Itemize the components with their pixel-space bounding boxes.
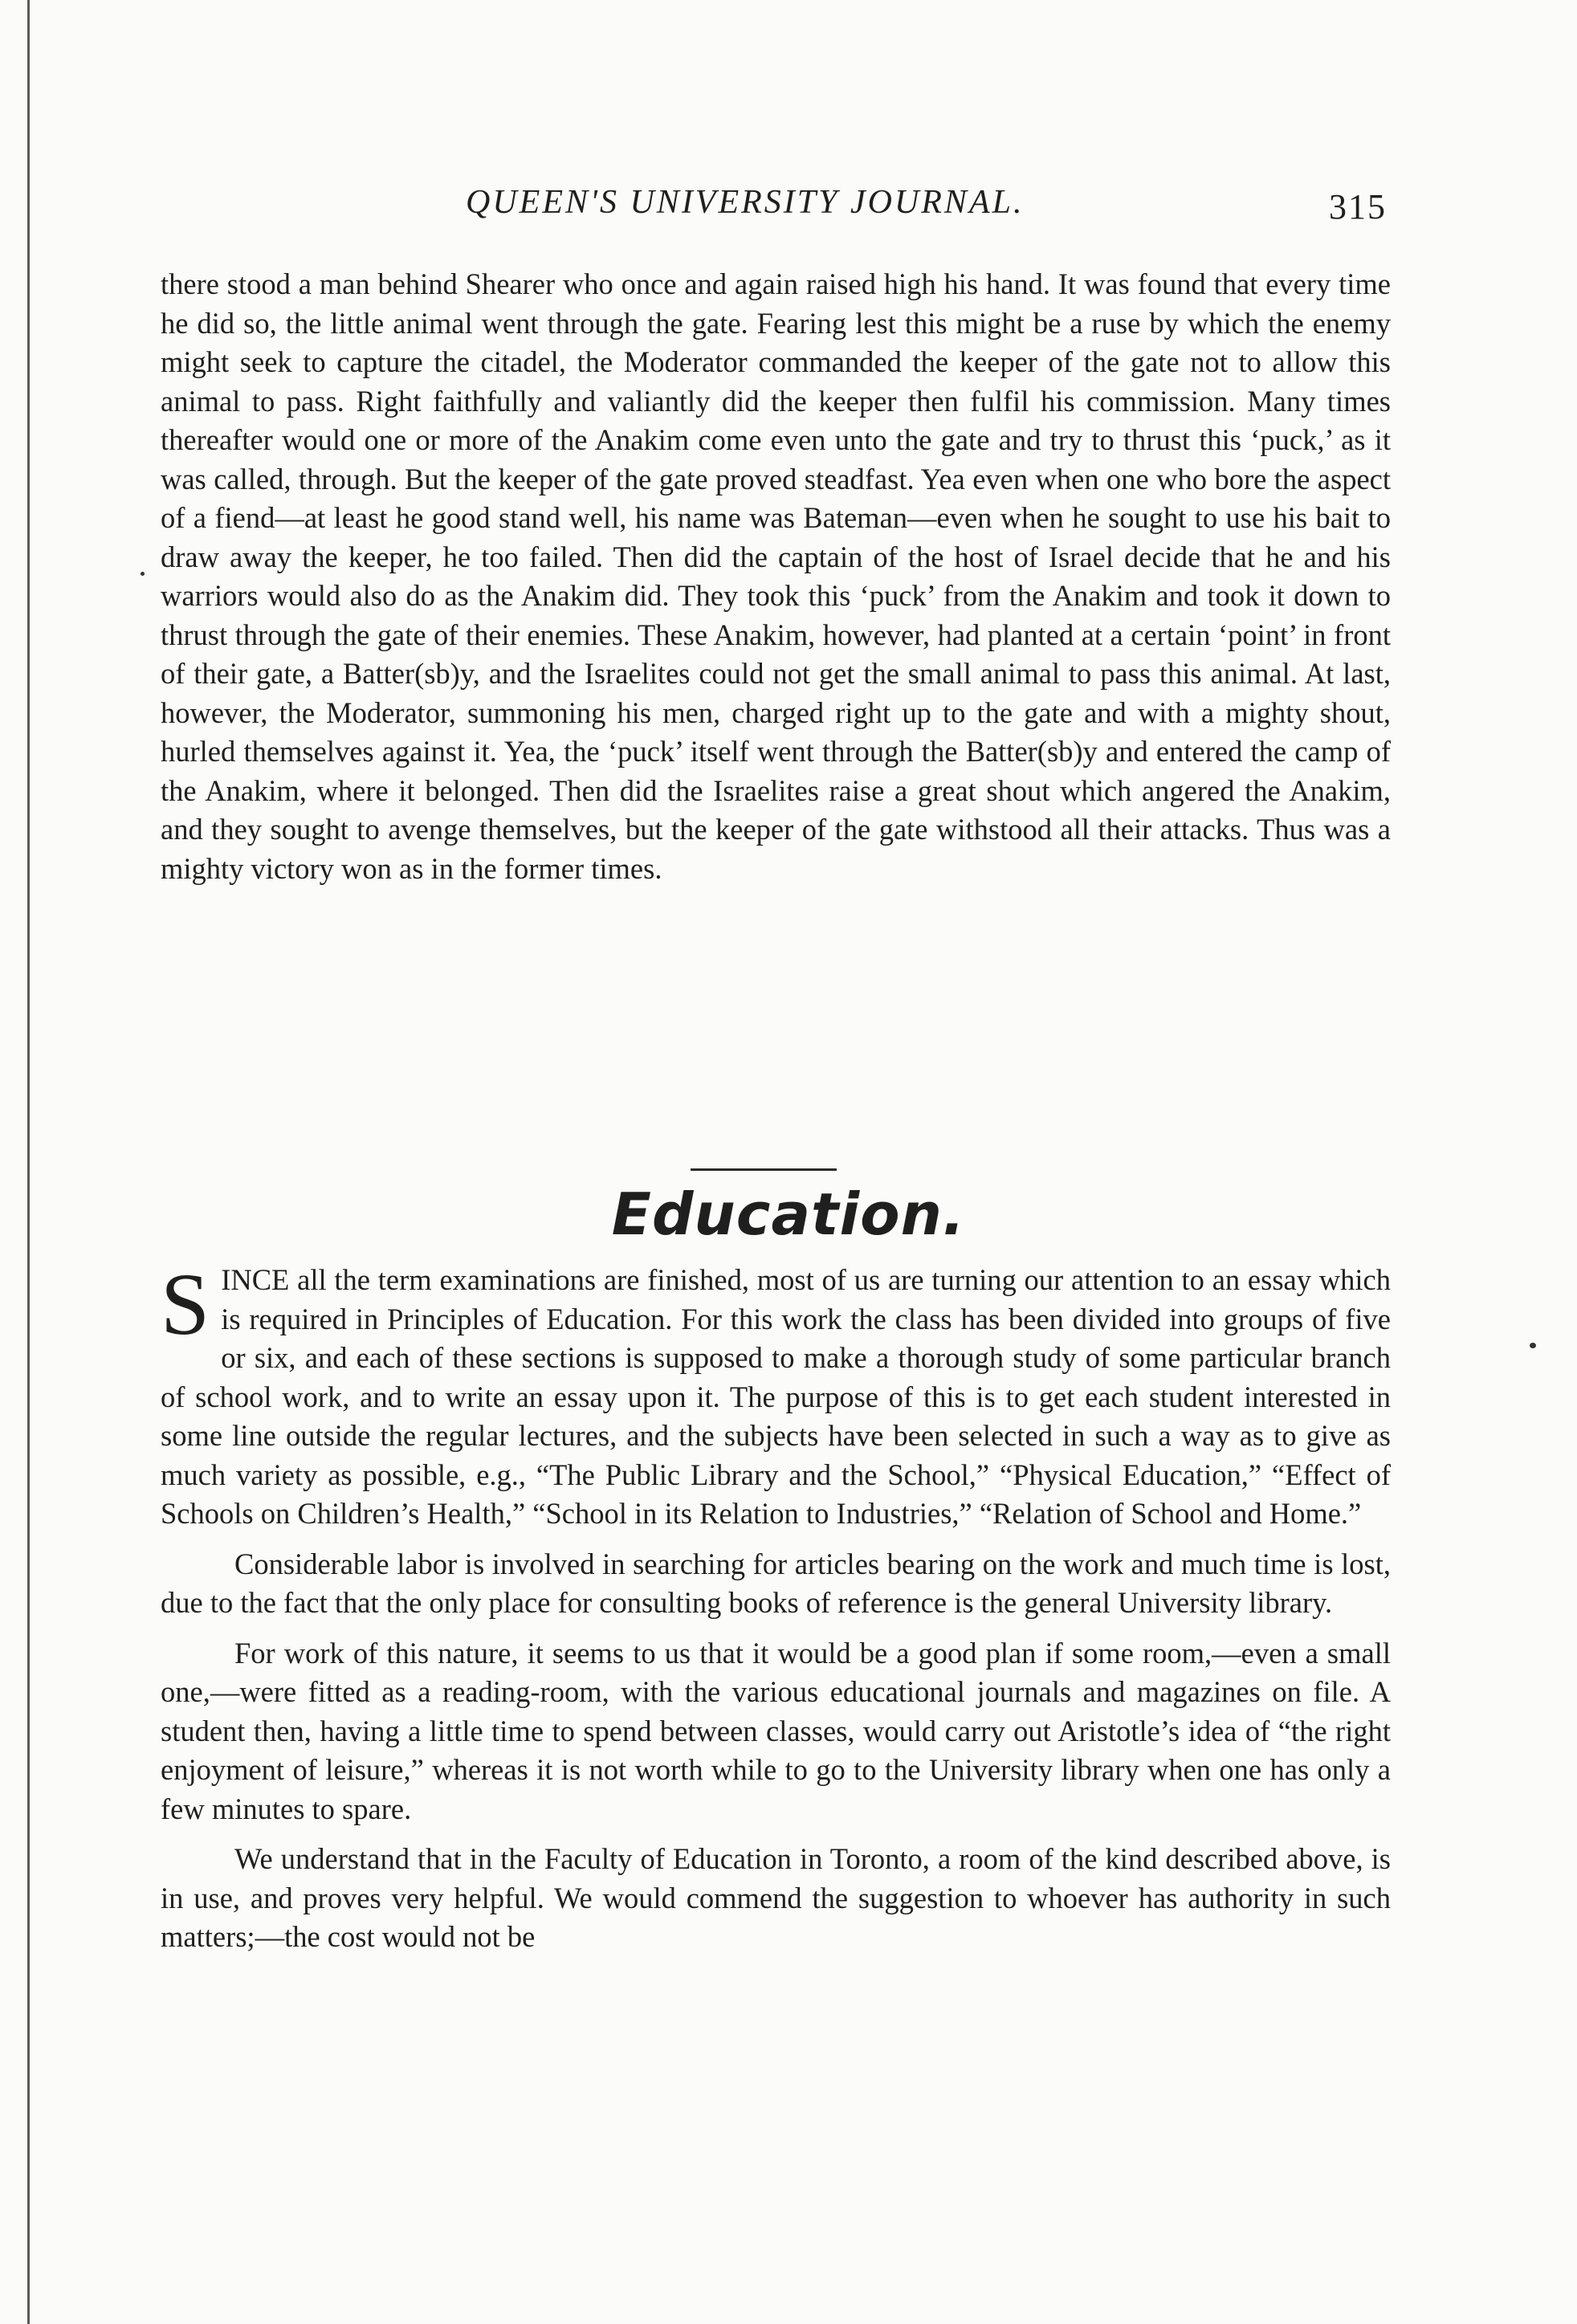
education-article [161,1255,1391,1957]
paragraph-text: INCE all the term examinations are finished, most of us are turning our attention to an essay which is required in Principles of Education. For this work the class has been divided into groups of five or six, and each of these sections is supposed to make a thorough study of some particular branch of school work, and to write an essay upon it. The purpose of this is to get each student interested in some line outside the regular lectures, and the subjects have been selected in such a way as to give as much variety as possible, e.g., “The Public Library and the School,” “Physical Education,” “Effect of Schools on Children’s Health,” “School in its Relation to Industries,” “Relation of School and Home.” [161,1263,1391,1530]
ink-speck [1530,1343,1536,1348]
journal-title: QUEEN'S UNIVERSITY JOURNAL. [466,184,1025,221]
section-divider [691,1168,837,1171]
page-number: 315 [1329,187,1387,226]
education-paragraph-4: We understand that in the Faculty of Education in Toronto, a room of the kind described above, is in use, and proves very helpful. We would commend the suggestion to whoever has authority in such matters;—the cost would not be [161,1842,1391,1953]
ink-speck [141,572,145,576]
drop-cap: S [161,1255,210,1353]
education-paragraph-3: For work of this nature, it seems to us that it would be a good plan if some room,—even a small one,—were fitted as a reading-room, with the various educational journals and magazines on file. A student then, having a little time to spend between classes, would carry out Aristotle’s idea of “the right enjoyment of leisure,” whereas it is not worth while to go to the University library when one has only a few minutes to spare. [161,1636,1391,1825]
continued-paragraph: there stood a man behind Shearer who once and again raised high his hand. It was found that every time he did so, the little animal went through the gate. Fearing lest this might be a ruse by which the enemy might seek to capture the citadel, the Moderator commanded the keeper of the gate not to allow this animal to pass. Right faithfully and valiantly did the keeper then fulfil his commission. Many times thereafter would one or more of the Anakim come even unto the gate and try to thrust this ‘puck,’ as it was called, through. But the keeper of the gate proved steadfast. Yea even when one who bore the aspect of a fiend—at least he good stand well, his name was Bateman—even when he sought to use his bait to draw away the keeper, he too failed. Then did the captain of the host of Israel decide that he and his warriors would also do as the Anakim did. They took this ‘puck’ from the Anakim and took it down to thrust through the gate of their enemies. These Anakim, however, had planted at a certain ‘point’ in front of their gate, a Batter(sb)y, and the Israelites could not get the small animal to pass this animal. At last, however, the Moderator, summoning his men, charged right up to the gate and with a mighty shout, hurled themselves against it. Yea, the ‘puck’ itself went through the Batter(sb)y and entered the camp of the Anakim, where it belonged. Then did the Israelites raise a great shout which angered the Anakim, and they sought to avenge themselves, but the keeper of the gate withstood all their attacks. Thus was a mighty victory won as in the former times. [161,267,1391,885]
section-heading: Education. [611,1180,966,1248]
continued-article [161,265,1391,888]
education-paragraph-1 [161,1255,1391,1534]
education-paragraph-2: Considerable labor is involved in searching for articles bearing on the work and much time is lost, due to the fact that the only place for consulting books of reference is the general University library. [161,1547,1391,1619]
running-head [0,183,1577,239]
page-binding-edge [27,0,30,2324]
